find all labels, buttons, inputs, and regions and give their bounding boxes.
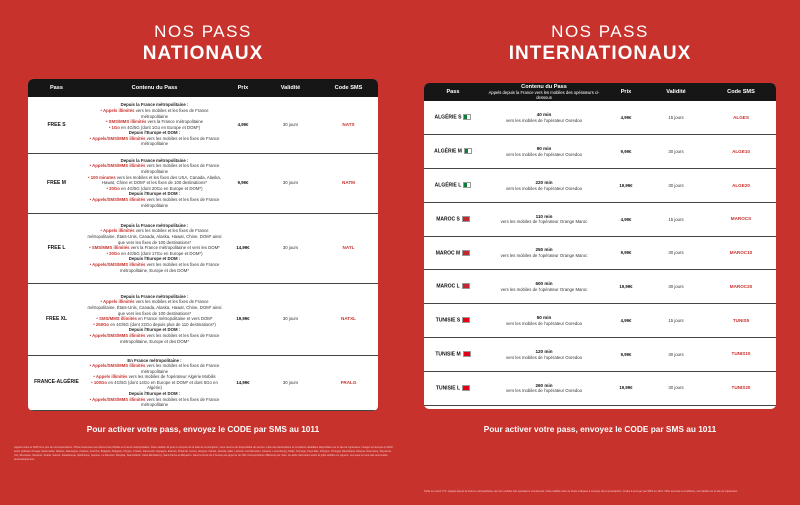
content-line: • Appels illimités (100, 108, 135, 114)
pass-content (482, 371, 606, 405)
pass-content (85, 283, 224, 355)
pass-name (424, 371, 482, 405)
content-line: vers la France métropolitaine et vers les DOM* (130, 245, 220, 251)
content-line: vers les mobiles et les fixes des USA, Canada, Alaska, Hawaï, Chine et DOM* et les fixes de 100 destinations* (101, 174, 221, 186)
pass-validity: 15 jours (646, 304, 706, 338)
content-line: Depuis la France métropolitaine : (120, 293, 189, 299)
pass-name (424, 270, 482, 304)
content-line: vers les mobiles et les fixes de France métropolitaine (135, 108, 209, 119)
pass-name (424, 202, 482, 236)
pass-content (482, 338, 606, 372)
pass-name (424, 236, 482, 270)
minutes: 90 min (536, 145, 552, 151)
minutes: 110 min (535, 213, 553, 219)
pass-label: ALGÉRIE L (434, 182, 462, 189)
nationaux-header-row (28, 79, 378, 97)
col-header-validite: Validité (262, 79, 319, 97)
pass-sms-code: ALGE20 (706, 169, 776, 203)
pass-content (482, 101, 606, 135)
content-line: Depuis la France métropolitaine : (120, 222, 189, 228)
pass-validity: 30 jours (262, 355, 319, 410)
internationaux-title-line1: NOS PASS (551, 22, 649, 41)
pass-label: TUNISIE L (435, 385, 461, 392)
content-line: en 4G/5G (dont 1Go en Europe et DOM*) (121, 124, 201, 130)
pass-content (482, 304, 606, 338)
content-line: Depuis l'Europe et DOM : (128, 390, 181, 396)
content-line: • SMS/MMS illimités (96, 316, 137, 322)
pass-sms-code: MAROC10 (706, 236, 776, 270)
col-header-contenu (482, 83, 606, 101)
content-line: vers les mobiles et les fixes de France métropolitaine (141, 163, 220, 175)
operator-text: vers les mobiles de l'opérateur Ooredoo (505, 151, 583, 157)
content-line: • 20Go (106, 250, 120, 256)
country-flag-icon (462, 216, 470, 222)
pass-price: 9,99€ (224, 153, 262, 213)
pass-content (85, 153, 224, 213)
pass-price: 14,99€ (224, 213, 262, 283)
minutes: 250 min (535, 247, 553, 253)
pass-content (482, 169, 606, 203)
table-row (424, 236, 776, 270)
country-flag-icon (462, 317, 470, 323)
content-line: Depuis l'Europe et DOM : (128, 191, 181, 197)
content-line: vers les mobiles de l'opérateur Algérie Mobilis (128, 374, 216, 380)
content-line: • SMS/MMS illimités (105, 119, 147, 125)
content-line: vers les mobiles et les fixes de France métropolitaine, Europe et des DOM* (119, 261, 220, 273)
pass-sms-code: NATM (319, 153, 378, 213)
pass-sms-code: NATXL (319, 283, 378, 355)
operator-text: vers les mobiles de l'opérateur Orange Maroc (500, 287, 588, 293)
content-line: vers les mobiles et les fixes de France métropolitaine (141, 363, 220, 374)
nationaux-table (28, 79, 378, 411)
content-line: • Appels/SMS/MMS illimités (89, 363, 146, 369)
content-line: • Appels/SMS/MMS illimités (89, 196, 146, 202)
content-line: • 100Go (91, 379, 107, 385)
operator-text: vers les mobiles de l'opérateur Ooredoo (505, 185, 583, 191)
content-line: • 250Go (93, 321, 110, 327)
pass-name (424, 338, 482, 372)
operator-text: vers les mobiles de l'opérateur Ooredoo (505, 354, 583, 360)
table-row (28, 97, 378, 153)
table-row (424, 135, 776, 169)
pass-label: ALGÉRIE S (434, 114, 462, 121)
pass-price: 19,99€ (606, 371, 646, 405)
internationaux-title-line2: INTERNATIONAUX (508, 43, 692, 64)
pass-price: 4,99€ (606, 101, 646, 135)
content-line: En France métropolitaine : (127, 357, 182, 363)
col-header-contenu-label: Contenu du Pass (521, 83, 567, 90)
internationaux-title (424, 22, 776, 65)
content-line: vers les mobiles et les fixes de France métropolitaine (141, 396, 220, 408)
pass-content (85, 355, 224, 410)
table-row (424, 169, 776, 203)
pass-price: 4,99€ (606, 304, 646, 338)
pass-validity: 30 jours (262, 283, 319, 355)
table-row (424, 338, 776, 372)
col-header-pass: Pass (28, 79, 85, 97)
operator-text: vers les mobiles de l'opérateur Orange Maroc (500, 219, 588, 225)
pass-sms-code: ALGES (706, 101, 776, 135)
content-line: vers les mobiles et les fixes de France métropolitaine (141, 135, 220, 147)
pass-label: ALGÉRIE M (434, 148, 462, 155)
pass-label: MAROC S (436, 216, 460, 223)
operator-text: vers les mobiles de l'opérateur Ooredoo (505, 320, 583, 326)
content-line: • Appels/SMS/MMS illimités (89, 135, 146, 141)
operator-text: vers les mobiles de l'opérateur Orange Maroc (500, 253, 588, 259)
country-flag-icon (463, 351, 471, 357)
pass-content (482, 270, 606, 304)
col-header-pass: Pass (424, 83, 482, 101)
operator-text: vers les mobiles de l'opérateur Ooredoo (505, 388, 583, 394)
internationaux-cta: Pour activer votre pass, envoyez le CODE par SMS au 1011 (483, 424, 717, 434)
content-line: Depuis la France métropolitaine : (120, 157, 189, 163)
minutes: 40 min (536, 111, 552, 117)
table-row (28, 213, 378, 283)
pass-name: FREE M (28, 153, 85, 213)
pass-price: 19,99€ (224, 283, 262, 355)
pass-label: MAROC L (436, 283, 460, 290)
content-line: • Appels/SMS/MMS illimités (89, 261, 146, 267)
content-line: vers les mobiles et les fixes de France métropolitaine, Europe et des DOM* (119, 332, 220, 344)
pass-validity: 30 jours (646, 236, 706, 270)
content-line: en 4G/5G (dont 14Go en Europe et DOM* et dont 5Go en Algérie) (108, 379, 218, 391)
minutes: 50 min (536, 314, 552, 320)
col-header-validite: Validité (646, 83, 706, 101)
nationaux-cta: Pour activer votre pass, envoyez le CODE par SMS au 1011 (86, 424, 320, 434)
pass-content (482, 135, 606, 169)
pass-label: TUNISIE S (435, 317, 461, 324)
content-line: en 4G/5G (dont 17Go en Europe et DOM*) (121, 250, 203, 256)
nationaux-title-line1: NOS PASS (154, 22, 252, 41)
content-line: • Appels/SMS/MMS illimités (89, 332, 146, 338)
pass-label: TUNISIE M (435, 351, 461, 358)
pass-price: 4,99€ (606, 202, 646, 236)
pass-sms-code: MAROC20 (706, 270, 776, 304)
pass-validity: 30 jours (262, 97, 319, 153)
pass-name: FREE L (28, 213, 85, 283)
country-flag-icon (462, 283, 470, 289)
nationaux-table-card (28, 79, 378, 411)
operator-text: vers les mobiles de l'opérateur Ooredoo (505, 117, 583, 123)
pass-name (424, 101, 482, 135)
pass-price: 4,99€ (224, 97, 262, 153)
pass-sms-code: TUNIS20 (706, 371, 776, 405)
table-row (424, 304, 776, 338)
pass-sms-code: TUNIS5 (706, 304, 776, 338)
table-row (424, 270, 776, 304)
content-line: • SMS/MMS illimités (89, 245, 130, 251)
content-line: en 4G/5G (dont 20Go en Europe et DOM*) (121, 185, 203, 191)
internationaux-fine-print: Tarifs en euros TTC. Appels depuis la France métropolitaine vers les mobiles des opérateurs mentionnés. Pass valable selon la durée indiquée à compter de la souscription. Codes à envoyer par SMS au 1011. Offre soumise à conditions, voir détails sur le site de l'opérateur. (424, 490, 738, 493)
content-line: • Appels illimités (100, 228, 135, 234)
content-line: Depuis l'Europe et DOM : (128, 256, 181, 262)
pass-name (424, 169, 482, 203)
content-line: • 20Go (106, 185, 120, 191)
internationaux-header-row (424, 83, 776, 101)
nationaux-title-line2: NATIONAUX (142, 43, 264, 64)
table-row (28, 283, 378, 355)
content-line: en France métropolitaine et vers DOM* (138, 316, 213, 322)
pass-validity: 30 jours (646, 371, 706, 405)
pass-name: FREE XL (28, 283, 85, 355)
nationaux-title (28, 22, 378, 65)
pass-validity: 30 jours (262, 153, 319, 213)
content-line: • Appels/SMS/MMS illimités (89, 396, 146, 402)
pass-content (482, 236, 606, 270)
content-line: • 1Go (108, 124, 120, 130)
col-header-contenu: Contenu du Pass (85, 79, 224, 97)
pass-sms-code: TUNIS10 (706, 338, 776, 372)
pass-validity: 15 jours (646, 202, 706, 236)
content-line: Depuis la France métropolitaine : (120, 102, 189, 108)
content-line: vers les mobiles et les fixes de France métropolitaine, États-Unis, Canada, Alaska, Hawaï, Chine, DOM* ainsi que vers les fixes de 100 destinations* (87, 228, 222, 245)
content-line: en 4G/5G (dont 22Go depuis plus de 110 destinations*) (110, 321, 216, 327)
pass-sms-code: MAROCS (706, 202, 776, 236)
minutes: 260 min (535, 382, 553, 388)
country-flag-icon (464, 148, 472, 154)
pass-sms-code: FRALG (319, 355, 378, 410)
minutes: 120 min (535, 348, 553, 354)
internationaux-table-card (424, 83, 776, 409)
pass-sms-code: NATL (319, 213, 378, 283)
country-flag-icon (462, 250, 470, 256)
pass-validity: 30 jours (262, 213, 319, 283)
table-row (28, 153, 378, 213)
content-line: • Appels/SMS/MMS illimités (89, 163, 146, 169)
pass-name: FREE S (28, 97, 85, 153)
pass-price: 19,99€ (606, 169, 646, 203)
table-row (424, 202, 776, 236)
content-line: vers les mobiles et les fixes de France métropolitaine (141, 196, 220, 208)
table-row (424, 101, 776, 135)
table-row (28, 355, 378, 410)
country-flag-icon (462, 385, 470, 391)
pass-sms-code: ALGE10 (706, 135, 776, 169)
pass-content (85, 213, 224, 283)
content-line: vers les mobiles et les fixes de France métropolitaine, États-Unis, Canada, Alaska, Hawaï, Chine, DOM* ainsi que vers les fixes de 100 destinations* (87, 299, 222, 316)
internationaux-table (424, 83, 776, 406)
table-row (424, 371, 776, 405)
pass-name: FRANCE-ALGÉRIE (28, 355, 85, 410)
pass-content (85, 97, 224, 153)
minutes: 600 min (535, 281, 553, 287)
content-line: vers la France métropolitaine (147, 119, 204, 125)
content-line: • Appels illimités (100, 299, 135, 305)
minutes: 220 min (535, 179, 553, 185)
pass-price: 9,99€ (606, 135, 646, 169)
country-flag-icon (463, 114, 471, 120)
pass-sms-code: NATS (319, 97, 378, 153)
pass-validity: 30 jours (646, 169, 706, 203)
content-line: Depuis l'Europe et DOM : (128, 130, 181, 136)
pass-price: 9,99€ (606, 236, 646, 270)
country-flag-icon (463, 182, 471, 188)
pass-label: MAROC M (435, 250, 461, 256)
pass-price: 14,99€ (224, 355, 262, 410)
content-line: Depuis l'Europe et DOM : (128, 327, 181, 333)
content-line: • Appels illimités (93, 374, 128, 380)
pass-validity: 30 jours (646, 135, 706, 169)
pass-price: 9,99€ (606, 338, 646, 372)
pass-price: 19,99€ (606, 270, 646, 304)
pass-validity: 15 jours (646, 101, 706, 135)
pass-content (482, 202, 606, 236)
pass-name (424, 304, 482, 338)
col-header-contenu-sub: Appels depuis la France vers les mobiles des opérateurs ci-dessous (488, 90, 600, 101)
content-line: • 100 minutes (88, 174, 116, 180)
col-header-prix: Prix (606, 83, 646, 101)
pass-name (424, 135, 482, 169)
col-header-code: Code SMS (706, 83, 776, 101)
nationaux-fine-print: Appels inclus et SMS hors prix de correspondance. Offres réservées aux clients Free Mobile en France métropolitaine. Pass valable 30 jours à compter de la date de souscription, sous réserve de disponibilité du service. Liste des destinations et conditions détaillées disponibles sur le site de l'opérateur. Usages en Europe et DOM selon politique d'usage raisonnable. Albanie, Allemagne, Andorre, Autriche, Belgique, Bulgarie, Chypre, Croatie, Danemark, Espagne, Estonie, Finlande, Grèce, Hongrie, Irlande, Islande, Italie, Lettonie, Liechtenstein, Lituanie, Luxembourg, Malte, Norvège, Pays-Bas, Pologne, Portugal, République tchèque, Roumanie, Royaume-Uni, Slovaquie, Slovénie, Suède, Suisse, Guadeloupe, Martinique, Guyane, La Réunion, Mayotte, Saint-Martin, Saint-Barthélemy, Saint-Pierre-et-Miquelon. Dans la limite de 3 heures par appel et de 100 correspondants différents par mois. Au-delà, facturation selon la grille tarifaire en vigueur. Les pass ne sont pas renouvelés automatiquement. (14, 446, 393, 461)
col-header-code: Code SMS (319, 79, 378, 97)
col-header-prix: Prix (224, 79, 262, 97)
pass-validity: 30 jours (646, 270, 706, 304)
pass-validity: 30 jours (646, 338, 706, 372)
